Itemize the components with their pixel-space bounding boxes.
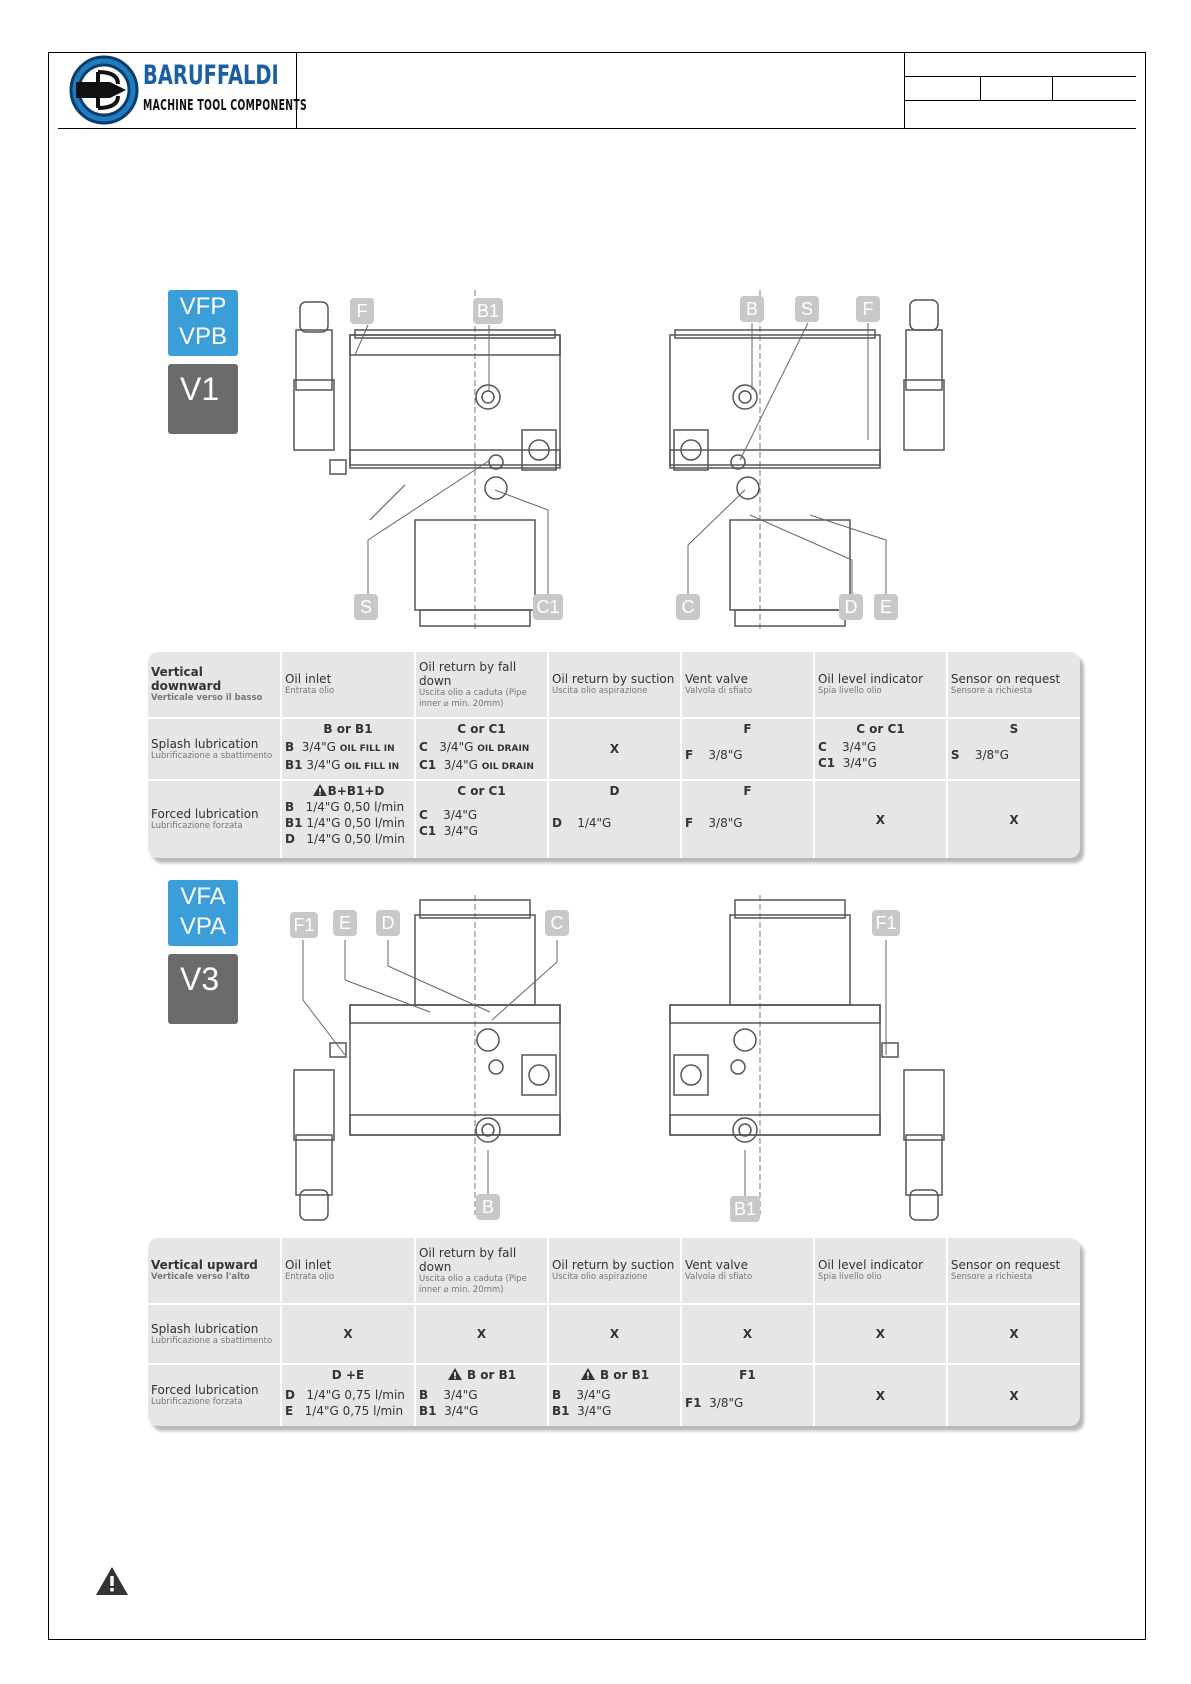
cell-splash-suction: X (548, 718, 681, 780)
cell-splash-sensor: S S 3/8"G (947, 718, 1080, 780)
header-oil-return-fall: Oil return by fall down Uscita olio a caduta (Pipe inner ⌀ min. 20mm) (415, 652, 548, 718)
port-label-d: D (376, 910, 400, 936)
cell-forced-suction: D D 1/4"G (548, 780, 681, 858)
header-vent-valve: Vent valve Valvola di sfiato (681, 652, 814, 718)
header-oil-return-suction: Oil return by suction Uscita olio aspirazione (548, 652, 681, 718)
cell-splash-inlet: X (281, 1304, 415, 1364)
lubrication-table-upward (148, 1238, 1080, 1426)
row-label-splash: Splash lubrication Lubrificazione a sbattimento (148, 718, 281, 780)
port-label-f1: F1 (872, 910, 900, 936)
header-sensor: Sensor on request Sensore a richiesta (947, 652, 1080, 718)
warning-icon (447, 1367, 463, 1381)
port-label-b1: B1 (473, 298, 503, 324)
row-label-splash: Splash lubrication Lubrificazione a sbattimento (148, 1304, 281, 1364)
header-oil-inlet: Oil inlet Entrata olio (281, 1238, 415, 1304)
header-oil-level: Oil level indicator Spia livello olio (814, 1238, 947, 1304)
port-label-c: C (545, 910, 569, 936)
model-tag-v1: V1 (168, 364, 238, 434)
warning-icon (94, 1565, 130, 1597)
cell-forced-suction: B or B1 B 3/4"G B1 3/4"G (548, 1364, 681, 1426)
header-oil-inlet: Oil inlet Entrata olio (281, 652, 415, 718)
cell-splash-level: X (814, 1304, 947, 1364)
row-label-forced: Forced lubrication Lubrificazione forzata (148, 1364, 281, 1426)
model-tag-v3: V3 (168, 954, 238, 1024)
port-label-b: B (476, 1194, 500, 1220)
port-label-s: S (354, 594, 378, 620)
cell-splash-vent: F F 3/8"G (681, 718, 814, 780)
cell-forced-sensor: X (1009, 1388, 1019, 1403)
header-vent-valve: Vent valve Valvola di sfiato (681, 1238, 814, 1304)
model-tag-vfa-vpa: VFA VPA (168, 880, 238, 946)
leader-lines-section1 (0, 0, 1191, 700)
header-oil-level: Oil level indicator Spia livello olio (814, 652, 947, 718)
port-label-f: F (856, 296, 880, 322)
cell-splash-fall: X (415, 1304, 548, 1364)
cell-splash-sensor: X (947, 1304, 1080, 1364)
model-tag-vfp-vpb: VFP VPB (168, 290, 238, 356)
brand-name: BARUFFALDI (143, 60, 279, 91)
port-label-c: C (676, 594, 700, 620)
table-title-cell: Vertical upward Verticale verso l'alto (148, 1238, 281, 1304)
port-label-e: E (333, 910, 357, 936)
cell-forced-vent: F F 3/8"G (681, 780, 814, 858)
cell-forced-inlet: B+B1+D B 1/4"G 0,50 l/min B1 1/4"G 0,50 l/min D 1/4"G 0,50 l/min (281, 780, 415, 858)
cell-forced-fall: B or B1 B 3/4"G B1 3/4"G (415, 1364, 548, 1426)
cell-splash-vent: X (681, 1304, 814, 1364)
cell-splash-fall: C or C1 C 3/4"G OIL DRAIN C1 3/4"G OIL DRAIN (415, 718, 548, 780)
port-label-f: F (350, 298, 374, 324)
header-oil-return-suction: Oil return by suction Uscita olio aspirazione (548, 1238, 681, 1304)
cell-forced-vent: F1 F1 3/8"G (681, 1364, 814, 1426)
warning-icon (580, 1367, 596, 1381)
header-sensor: Sensor on request Sensore a richiesta (947, 1238, 1080, 1304)
port-label-c1: C1 (533, 594, 563, 620)
port-label-e: E (874, 594, 898, 620)
cell-splash-suction: X (548, 1304, 681, 1364)
cell-forced-level: X (814, 780, 947, 858)
port-label-d: D (839, 594, 863, 620)
leader-lines-section2 (0, 700, 1191, 1240)
cell-forced-fall: C or C1 C 3/4"G C1 3/4"G (415, 780, 548, 858)
port-label-b: B (740, 296, 764, 322)
port-label-f1: F1 (290, 912, 318, 938)
cell-forced-inlet: D +E D 1/4"G 0,75 l/min E 1/4"G 0,75 l/min (281, 1364, 415, 1426)
cell-forced-sensor: X (1009, 812, 1019, 827)
port-label-s: S (795, 296, 819, 322)
port-label-b1: B1 (730, 1196, 760, 1222)
header-oil-return-fall: Oil return by fall down Uscita olio a caduta (Pipe inner ⌀ min. 20mm) (415, 1238, 548, 1304)
cell-splash-inlet: B or B1 B 3/4"G OIL FILL IN B1 3/4"G OIL FILL IN (281, 718, 415, 780)
cell-forced-level: X (814, 1364, 947, 1426)
cell-splash-level: C or C1 C 3/4"G C1 3/4"G (814, 718, 947, 780)
table-title-cell: Vertical downward Verticale verso il basso (148, 652, 281, 718)
row-label-forced: Forced lubrication Lubrificazione forzata (148, 780, 281, 858)
brand-tagline: MACHINE TOOL COMPONENTS (143, 96, 308, 114)
